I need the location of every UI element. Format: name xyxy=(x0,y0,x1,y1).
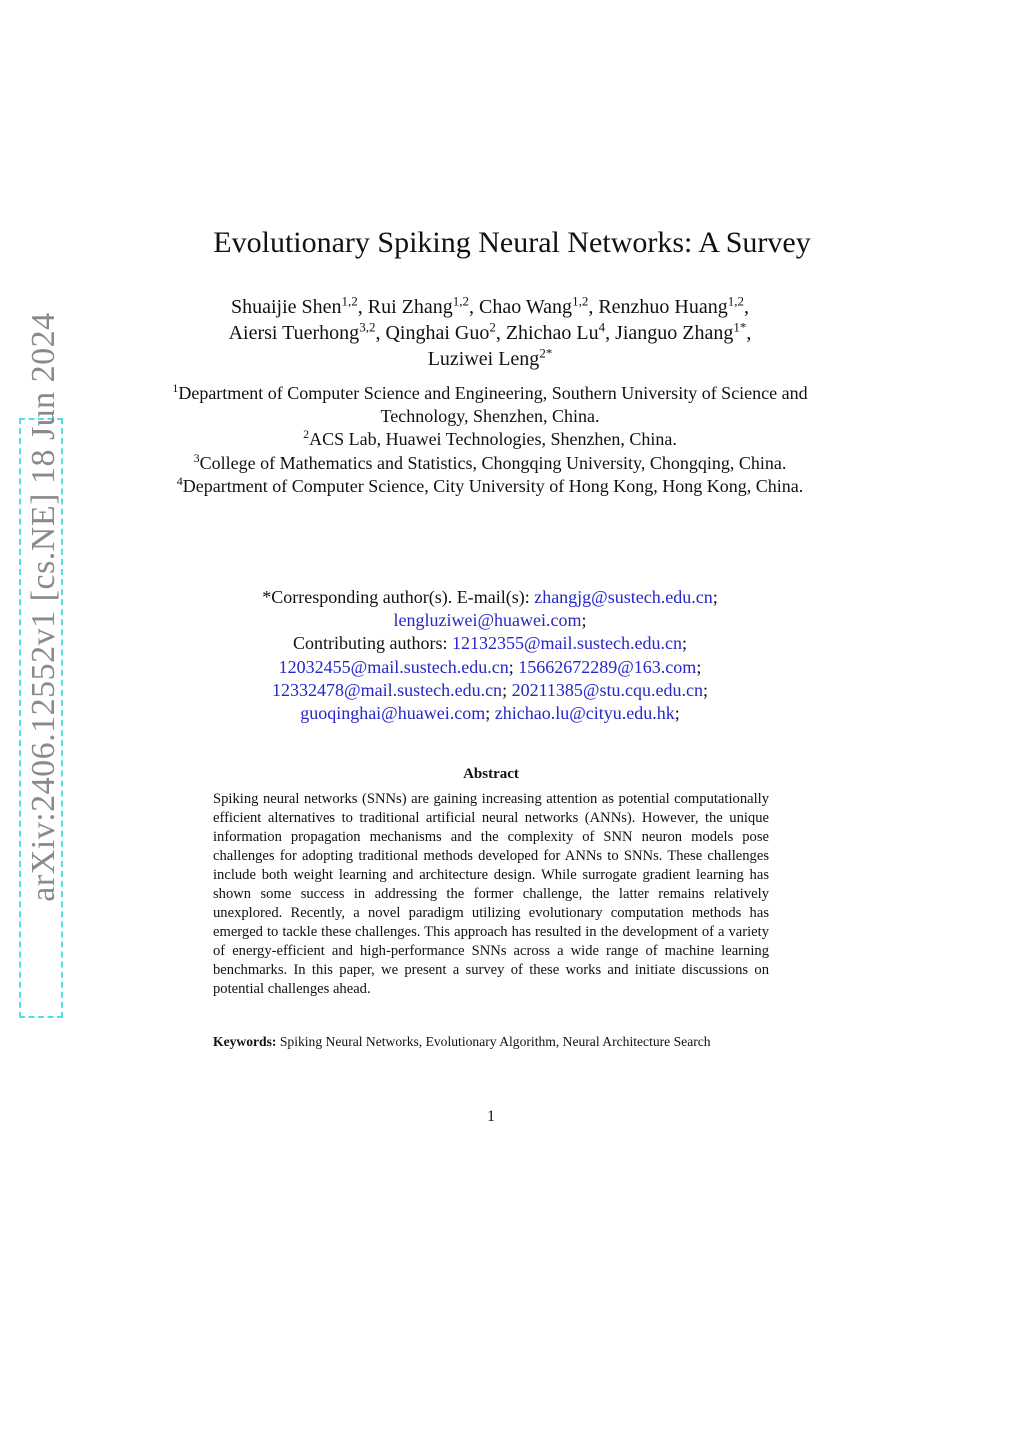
affiliation: $^3$College of Mathematics and Statistics, Chongqing University, Chongqing, China. xyxy=(193,450,787,473)
affiliation: $^2$ACS Lab, Huawei Technologies, Shenzhen, China. xyxy=(303,427,677,450)
email-link[interactable]: zhichao.lu@cityu.edu.hk xyxy=(494,703,675,724)
contact-block: *Corresponding author(s). E-mail(s): zhangjg@sustech.edu.cn; lengluziwei@huawei.com; Contributing authors: 12132355@mail.sustech.edu.cn; 12032455@mail.sustech.edu.cn; 15662672289@163.com; 12332478@mail.sustech.edu.cn; 20211385@stu.cqu.edu.cn; guoqinghai@huawei.com; zhichao.lu@cityu.edu.hk; xyxy=(262,587,718,724)
abstract-heading: Abstract xyxy=(463,766,519,782)
email-link[interactable]: 12032455@mail.sustech.edu.cn xyxy=(278,656,509,677)
author: Shuaijie Shen$^{1,2}$, xyxy=(231,293,363,318)
contributing-label: Contributing authors: xyxy=(292,633,448,654)
email-link[interactable]: 12132355@mail.sustech.edu.cn xyxy=(451,633,683,654)
email-link[interactable]: zhangjg@sustech.edu.cn xyxy=(534,587,713,607)
author: Renzhuo Huang$^{1,2}$, xyxy=(598,293,749,318)
author: Qinghai Guo$^2$, xyxy=(385,319,501,344)
author: Aiersi Tuerhong$^{3,2}$, xyxy=(228,319,381,344)
author: Zhichao Lu$^4$, xyxy=(505,319,611,344)
author: Luziwei Leng$^{2*}$ xyxy=(427,345,553,370)
email-link[interactable]: 15662672289@163.com xyxy=(518,656,697,677)
page-number: 1 xyxy=(487,1108,495,1125)
author: Chao Wang$^{1,2}$, xyxy=(479,293,594,318)
author-list xyxy=(150,294,830,372)
keywords-text: Spiking Neural Networks, Evolutionary Algorithm, Neural Architecture Search xyxy=(279,1034,711,1049)
author: Jianguo Zhang$^{1*}$, xyxy=(615,319,752,344)
arxiv-identifier[interactable]: arXiv:2406.12552v1 [cs.NE] 18 Jun 2024 xyxy=(25,312,62,902)
email-link[interactable]: guoqinghai@huawei.com xyxy=(300,703,486,724)
affiliation-list xyxy=(140,382,840,498)
author: Rui Zhang$^{1,2}$, xyxy=(367,293,475,318)
email-link[interactable]: lengluziwei@huawei.com xyxy=(393,610,582,631)
keywords-label: Keywords: xyxy=(213,1034,277,1049)
email-link[interactable]: 20211385@stu.cqu.edu.cn xyxy=(511,679,703,700)
email-link[interactable]: 12332478@mail.sustech.edu.cn xyxy=(272,679,503,700)
corresponding-label: *Corresponding author(s). E-mail(s): xyxy=(262,587,530,607)
affiliation: $^4$Department of Computer Science, City University of Hong Kong, Hong Kong, China. xyxy=(176,473,804,496)
abstract-text: Spiking neural networks (SNNs) are gaining increasing attention as potential computationally efficient alternatives to traditional artificial neural networks (ANNs). However, the unique information propagation mechanisms and the complexity of SNN neuron models pose challenges for adopting traditional methods developed for ANNs to SNNs. These challenges include both weight learning and architecture design. While surrogate gradient learning has shown some success in addressing the former challenge, the latter remains relatively unexplored. Recently, a novel paradigm utilizing evolutionary computation methods has emerged to tackle these challenges. This approach has resulted in the development of a variety of energy-efficient and high-performance SNNs across a wide range of machine learning benchmarks. In this paper, we present a survey of these works and initiate discussions on potential challenges ahead. xyxy=(213,791,769,997)
affiliation: $^1$Department of Computer Science and Engineering, Southern University of Science and Technology, Shenzhen, China. xyxy=(172,381,808,427)
paper-title: Evolutionary Spiking Neural Networks: A Survey xyxy=(213,226,811,259)
arxiv-stamp[interactable] xyxy=(22,307,66,907)
keywords xyxy=(213,1033,769,1050)
